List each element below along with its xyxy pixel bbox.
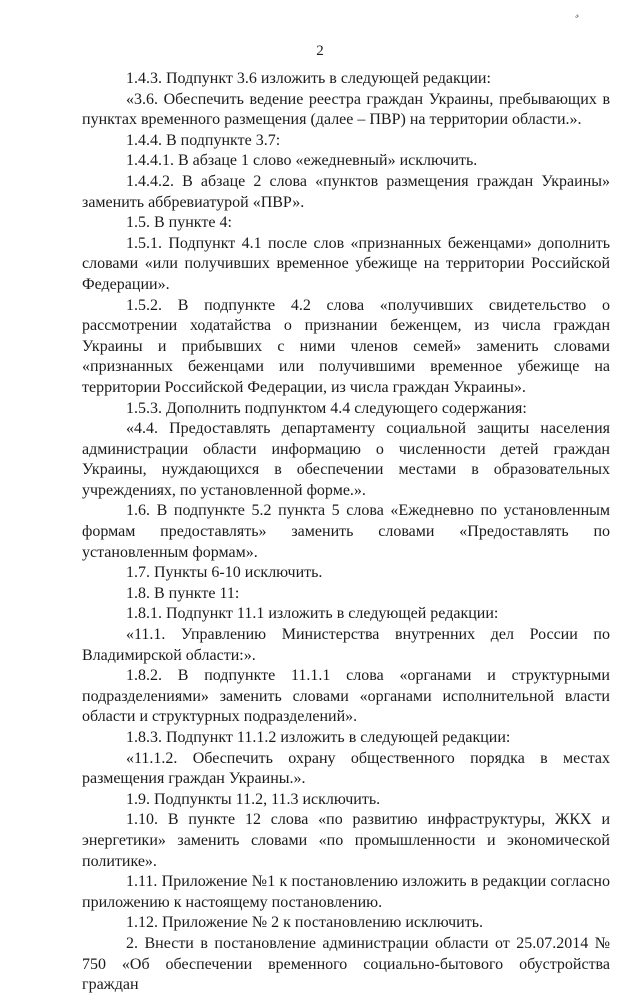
paragraph: 1.8.3. Подпункт 11.1.2 изложить в следующей редакции: bbox=[126, 729, 511, 746]
paragraph: 1.7. Пункты 6-10 исключить. bbox=[126, 564, 323, 582]
paragraph: 1.4.4.2. В абзаце 2 слова «пунктов размещения граждан Украины» заменить аббревиатурой «ПВР». bbox=[82, 172, 610, 211]
paragraph: 1.4.3. Подпункт 3.6 изложить в следующей редакции: bbox=[126, 70, 491, 87]
paragraph: 1.4.4.1. В абзаце 1 слово «ежедневный» исключить. bbox=[126, 152, 478, 170]
paragraph: 1.5.2. В подпункте 4.2 слова «получивших свидетельство о рассмотрении ходатайства о признании беженцем, из числа граждан Украины и прибывших с ними членов семей» заменить словами «признанных беженцами или получившими временное убежище на территории Российской Федерации, из числа граждан Украины». bbox=[82, 296, 610, 396]
paragraph: 1.10. В пункте 12 слова «по развитию инфраструктуры, ЖКХ и энергетики» заменить словами «по промышленности и экономической политике». bbox=[82, 811, 610, 870]
paragraph: 1.8.1. Подпункт 11.1 изложить в следующей редакции: bbox=[126, 605, 499, 623]
paragraph: 1.5.1. Подпункт 4.1 после слов «признанных беженцами» дополнить словами «или получивших временное убежище на территории Российской Федерации». bbox=[82, 234, 610, 293]
paragraph: 1.5. В пункте 4: bbox=[126, 214, 232, 232]
paragraph: 1.8. В пункте 11: bbox=[126, 584, 240, 602]
paragraph: 1.11. Приложение №1 к постановлению изложить в редакции согласно приложению к настоящему постановлению. bbox=[82, 873, 610, 911]
document-body bbox=[82, 69, 610, 996]
paragraph: 1.9. Подпункты 11.2, 11.3 исключить. bbox=[126, 790, 381, 808]
paragraph: «11.1. Управлению Министерства внутренних дел России по Владимирской области:». bbox=[82, 626, 610, 664]
paragraph: 2. Внести в постановление администрации области от 25.07.2014 № 750 «Об обеспечении временного социально-бытового обустройства граждан bbox=[82, 934, 610, 994]
paragraph: «4.4. Предоставлять департаменту социальной защиты населения администрации области информацию о численности детей граждан Украины, нуждающихся в обеспечении местами в образовательных учреждениях, по установленной форме.». bbox=[82, 420, 610, 499]
page-number: 2 bbox=[316, 43, 324, 59]
paragraph: 1.8.2. В подпункте 11.1.1 слова «органами и структурными подразделениями» заменить словами «органами исполнительной власти области и структурных подразделений». bbox=[82, 667, 610, 726]
paragraph: «11.1.2. Обеспечить охрану общественного порядка в местах размещения граждан Украины.». bbox=[82, 749, 610, 788]
paragraph: 1.4.4. В подпункте 3.7: bbox=[126, 131, 281, 149]
paragraph: «3.6. Обеспечить ведение реестра граждан Украины, пребывающих в пунктах временного размещения (далее – ПВР) на территории области.». bbox=[82, 90, 610, 129]
paragraph: 1.6. В подпункте 5.2 пункта 5 слова «Ежедневно по установленным формам предоставлять» заменить словами «Предоставлять по установленным формам». bbox=[82, 502, 610, 561]
paragraph: 1.5.3. Дополнить подпунктом 4.4 следующего содержания: bbox=[126, 399, 527, 417]
paragraph: 1.12. Приложение № 2 к постановлению исключить. bbox=[126, 914, 483, 932]
